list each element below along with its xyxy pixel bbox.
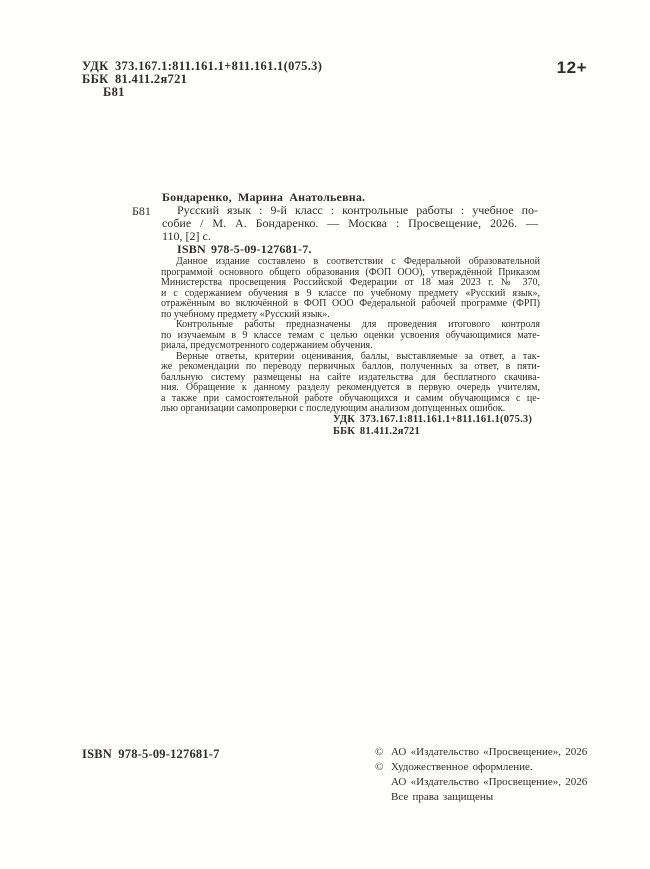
- annotation-block: [161, 257, 540, 415]
- catalog-card: [132, 191, 538, 256]
- text-line: 110, [2] с.: [162, 229, 211, 243]
- copyright-symbol: ©: [375, 761, 384, 773]
- copyright-line: [375, 775, 587, 790]
- text-line: собие / М. А. Бондаренко. — Москва : Просвещение, 2026. —: [162, 216, 538, 230]
- text-line: по учебному предмету «Русский язык».: [161, 308, 330, 320]
- text-line: Контрольные работы предназначены для проведения итогового контроля: [176, 319, 540, 330]
- bottom-udk-line: УДК 373.167.1:811.161.1+811.161.1(075.3): [333, 414, 533, 425]
- author-sign: Б81: [103, 85, 125, 100]
- annotation-paragraph-2: [161, 320, 540, 352]
- copyright-symbol: [375, 790, 391, 805]
- text-line: балльную систему размещены на сайте издательства для бесплатного скачива-: [161, 371, 540, 383]
- bottom-classification-codes: [333, 414, 532, 437]
- copyright-line: [375, 760, 587, 775]
- annotation-paragraph-1: [161, 257, 540, 320]
- text-line: Верные ответы, критерии оценивания, баллы, выставляемые за ответ, а так-: [176, 350, 540, 362]
- copyright-line: [375, 790, 587, 805]
- card-isbn-line: ISBN 978-5-09-127681-7.: [177, 242, 312, 256]
- copyright-line: [375, 745, 587, 760]
- text-line: по изучаемым в 9 классе темам с целью оценки усвоения обучающимися мате-: [161, 329, 540, 341]
- classification-codes: [82, 60, 322, 100]
- text-line: Министерства просвещения Российской Федерации от 18 мая 2023 г. № 370,: [161, 277, 540, 288]
- copyright-symbol: [375, 775, 391, 790]
- bbk-label: ББК: [82, 72, 109, 87]
- text-line: а также при самостоятельной работе обучающихся и самим обучающимся с це-: [161, 392, 540, 404]
- text-line: же рекомендации по переводу первичных баллов, полученных за ответ, в пяти-: [161, 361, 540, 372]
- copyright-text: Все права защищены: [391, 791, 494, 803]
- footer-isbn: ISBN 978-5-09-127681-7: [82, 747, 220, 761]
- card-author-sign: Б81: [132, 204, 151, 218]
- age-rating-badge: 12+: [556, 58, 587, 77]
- copyright-text: АО «Издательство «Просвещение», 2026: [391, 746, 588, 758]
- text-line: отражённым во включённой в ФОП ООО Федеральной рабочей программе (ФРП): [161, 298, 540, 309]
- author-heading: Бондаренко, Марина Анатольевна.: [162, 190, 366, 204]
- copyright-block: [375, 745, 587, 805]
- udk-label: УДК: [82, 59, 109, 73]
- text-line: программой основного общего образования (ФОП ООО), утверждённой Приказом: [161, 266, 540, 278]
- bbk-value: 81.411.2я721: [115, 72, 188, 87]
- text-line: лью организации самопроверки с последующим анализом допущенных ошибок.: [161, 403, 506, 414]
- text-line: ния. Обращение к данному разделу рекомендуется в первую очередь учителям,: [161, 382, 540, 393]
- text-line: Русский язык : 9-й класс : контрольные работы : учебное по-: [177, 203, 538, 217]
- text-line: и с содержанием обучения в 9 классе по учебному предмету «Русский язык»,: [161, 287, 540, 299]
- bibliographic-description: [162, 204, 538, 243]
- udk-value: 373.167.1:811.161.1+811.161.1(075.3): [115, 59, 323, 73]
- annotation-paragraph-3: [161, 352, 540, 415]
- copyright-text: Художественное оформление.: [391, 761, 533, 773]
- copyright-text: АО «Издательство «Просвещение», 2026: [391, 776, 588, 788]
- copyright-symbol: ©: [375, 746, 384, 758]
- bottom-bbk-line: ББК 81.411.2я721: [333, 425, 420, 437]
- text-line: риала, предусмотренного содержанием обучения.: [161, 340, 373, 351]
- text-line: Данное издание составлено в соответствии с Федеральной образовательной: [176, 256, 540, 267]
